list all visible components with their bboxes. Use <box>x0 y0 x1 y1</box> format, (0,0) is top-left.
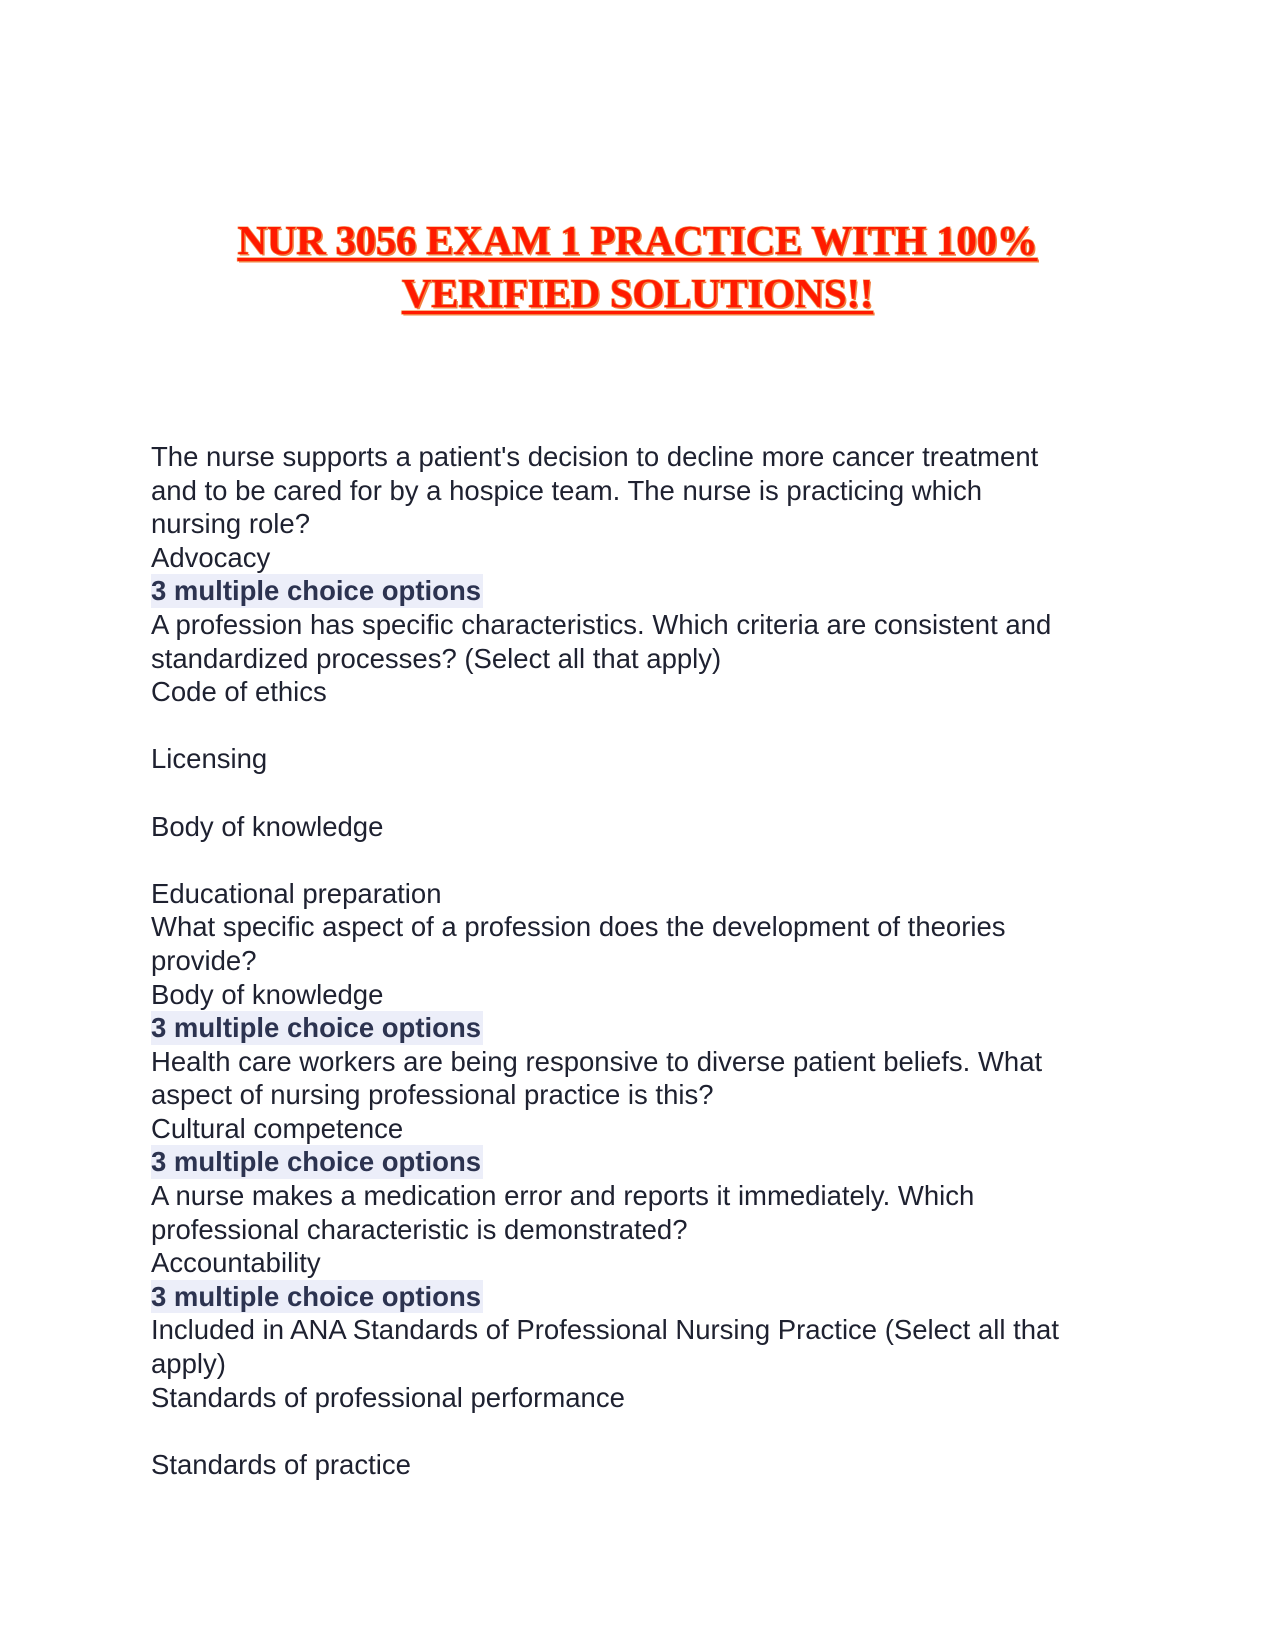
question-1-line-2: and to be cared for by a hospice team. The nurse is practicing which <box>151 474 983 506</box>
spacer <box>151 776 1141 810</box>
question-2-line-2: standardized processes? (Select all that apply) <box>151 642 722 674</box>
choice-count-label-3: 3 multiple choice options <box>151 1146 482 1178</box>
document-title <box>0 214 1275 320</box>
answer-2b: Licensing <box>151 743 268 775</box>
choice-count-label-4: 3 multiple choice options <box>151 1280 482 1312</box>
answer-5: Accountability <box>151 1247 321 1279</box>
question-1-line-1: The nurse supports a patient's decision to decline more cancer treatment <box>151 441 1039 472</box>
spacer <box>151 1414 1141 1448</box>
answer-2d: Educational preparation <box>151 877 442 909</box>
answer-6b: Standards of practice <box>151 1448 411 1480</box>
answer-4: Cultural competence <box>151 1112 404 1144</box>
title-line-1: NUR 3056 EXAM 1 PRACTICE WITH 100% <box>237 217 1038 263</box>
answer-2c: Body of knowledge <box>151 810 384 842</box>
answer-3: Body of knowledge <box>151 978 384 1010</box>
question-1-line-3: nursing role? <box>151 508 310 540</box>
spacer <box>151 843 1141 877</box>
question-3-line-2: provide? <box>151 944 257 976</box>
document-body <box>151 440 1141 1481</box>
choice-count-label-1: 3 multiple choice options <box>151 575 482 607</box>
question-4-line-1: Health care workers are being responsive to diverse patient beliefs. What <box>151 1045 1043 1077</box>
question-5-line-2: professional characteristic is demonstrated? <box>151 1213 688 1245</box>
question-3-line-1: What specific aspect of a profession does the development of theories <box>151 911 1006 943</box>
question-5-line-1: A nurse makes a medication error and reports it immediately. Which <box>151 1180 975 1212</box>
question-6-line-2: apply) <box>151 1348 226 1380</box>
spacer <box>151 709 1141 743</box>
question-4-line-2: aspect of nursing professional practice is this? <box>151 1079 714 1111</box>
answer-6a: Standards of professional performance <box>151 1381 625 1413</box>
title-line-2: VERIFIED SOLUTIONS!! <box>401 270 874 316</box>
question-6-line-1: Included in ANA Standards of Professional Nursing Practice (Select all that <box>151 1314 1059 1346</box>
question-2-line-1: A profession has specific characteristics. Which criteria are consistent and <box>151 608 1052 640</box>
answer-2a: Code of ethics <box>151 676 327 708</box>
choice-count-label-2: 3 multiple choice options <box>151 1012 482 1044</box>
answer-1: Advocacy <box>151 541 271 573</box>
